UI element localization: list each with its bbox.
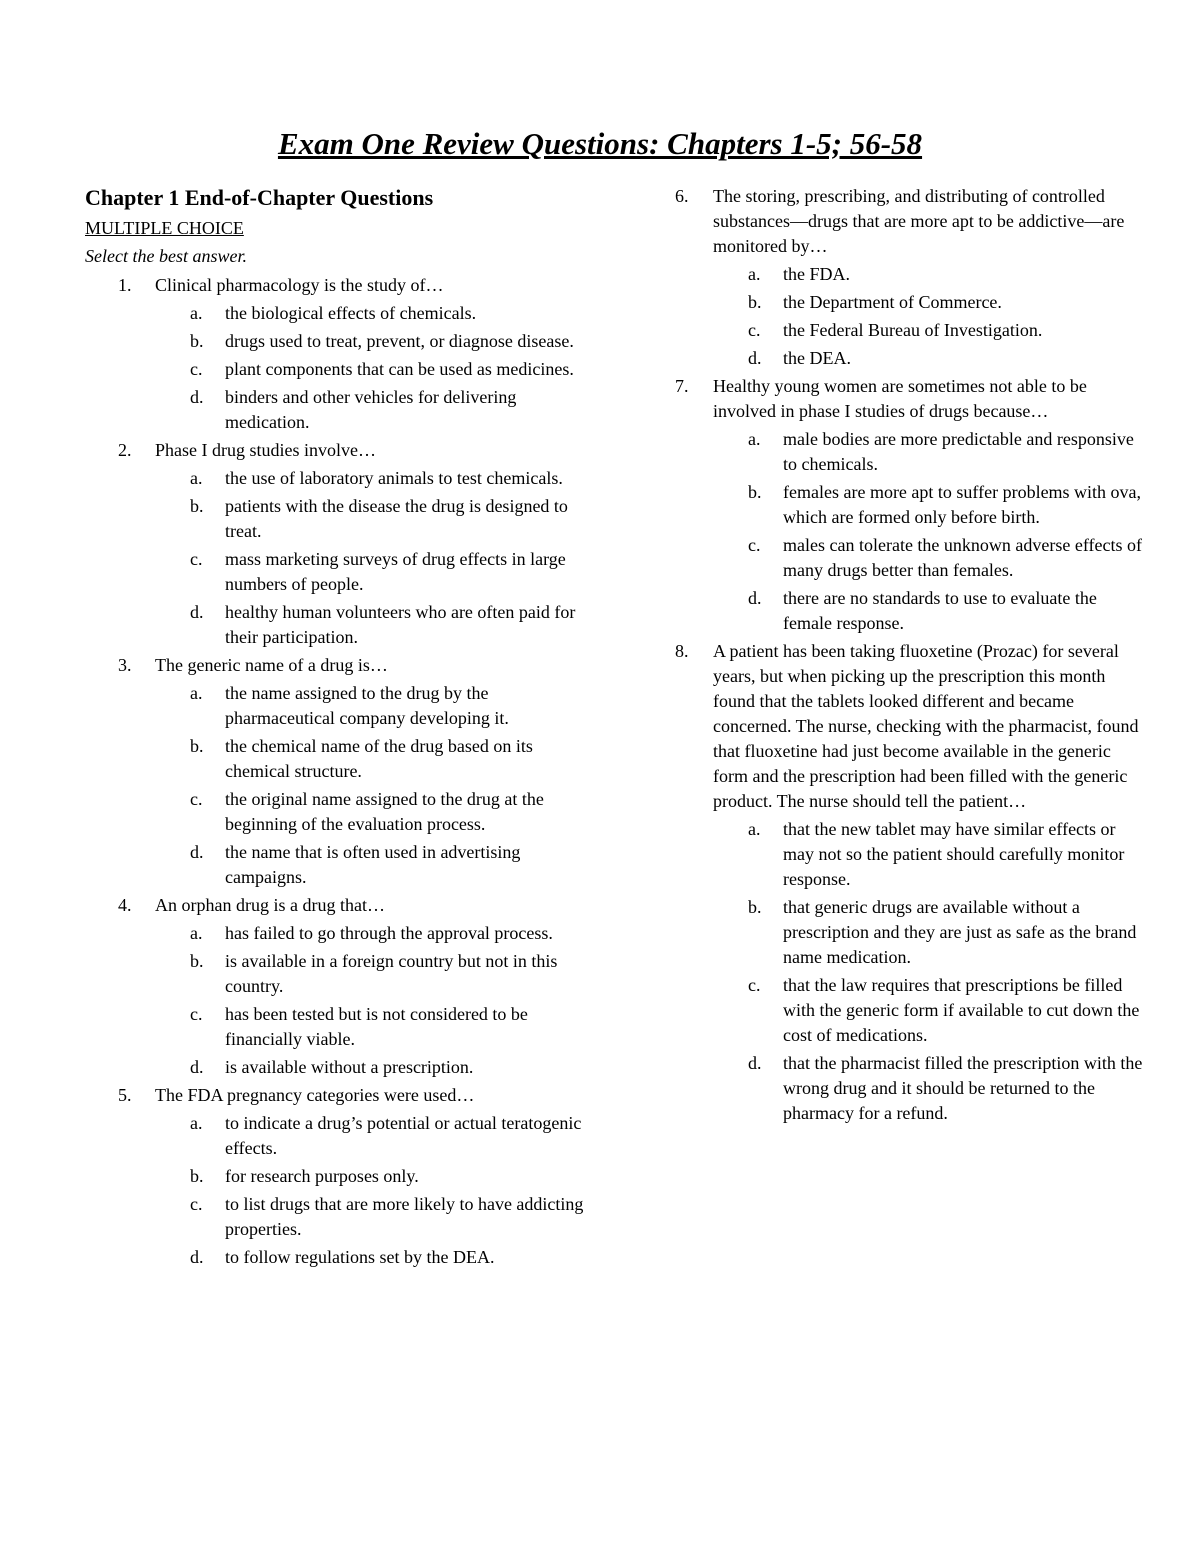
option-item — [675, 480, 1145, 530]
question-list-right — [675, 184, 1145, 1126]
option-text: to list drugs that are more likely to have addicting properties. — [225, 1194, 584, 1239]
option-letter: b. — [748, 897, 762, 917]
option-letter: d. — [190, 1247, 204, 1267]
option-text: the original name assigned to the drug at the beginning of the evaluation process. — [225, 789, 544, 834]
option-text: patients with the disease the drug is designed to treat. — [225, 496, 568, 541]
option-item — [85, 329, 585, 354]
question-text: Phase I drug studies involve… — [155, 440, 376, 460]
option-letter: b. — [190, 736, 204, 756]
option-list — [713, 427, 1145, 636]
option-letter: d. — [190, 387, 204, 407]
option-text: the name that is often used in advertising campaigns. — [225, 842, 521, 887]
option-item — [85, 1111, 585, 1161]
option-item — [85, 1055, 585, 1080]
option-item — [85, 466, 585, 491]
page-title: Exam One Review Questions: Chapters 1-5; 56-58 — [277, 126, 923, 161]
question-text: The storing, prescribing, and distributing of controlled substances—drugs that are more apt to be addictive—are monitored by… — [713, 186, 1125, 256]
option-list — [155, 1111, 585, 1270]
question-text: Healthy young women are sometimes not able to be involved in phase I studies of drugs because… — [713, 376, 1087, 421]
option-letter: d. — [748, 588, 762, 608]
option-letter: b. — [748, 292, 762, 312]
option-letter: a. — [190, 923, 203, 943]
section-label: MULTIPLE CHOICE — [85, 218, 244, 238]
option-letter: c. — [748, 975, 761, 995]
option-item — [675, 318, 1145, 343]
option-item — [85, 357, 585, 382]
option-list — [713, 262, 1145, 371]
question-number: 8. — [675, 641, 689, 661]
option-item — [675, 973, 1145, 1048]
option-text: that generic drugs are available without a prescription and they are just as safe as the brand name medication. — [783, 897, 1137, 967]
option-item — [85, 921, 585, 946]
option-item — [85, 840, 585, 890]
option-text: the chemical name of the drug based on its chemical structure. — [225, 736, 533, 781]
option-item — [675, 533, 1145, 583]
option-item — [85, 1002, 585, 1052]
question-text: A patient has been taking fluoxetine (Prozac) for several years, but when picking up the prescription this month found that the tablets looked different and became concerned. The nurse, checking with the pharmacist, found that fluoxetine had just become available in the generic form and the prescription had been filled with the generic product. The nurse should tell the patient… — [713, 641, 1139, 811]
option-letter: a. — [748, 819, 761, 839]
question-item — [85, 438, 585, 650]
option-text: is available in a foreign country but not in this country. — [225, 951, 558, 996]
option-letter: a. — [190, 468, 203, 488]
question-number: 7. — [675, 376, 689, 396]
chapter-heading: Chapter 1 End-of-Chapter Questions — [85, 185, 434, 210]
option-text: healthy human volunteers who are often paid for their participation. — [225, 602, 576, 647]
option-item — [85, 787, 585, 837]
option-text: that the new tablet may have similar effects or may not so the patient should carefully monitor response. — [783, 819, 1125, 889]
option-letter: d. — [748, 348, 762, 368]
option-text: is available without a prescription. — [225, 1057, 474, 1077]
option-letter: c. — [190, 359, 203, 379]
option-letter: b. — [190, 951, 204, 971]
option-text: plant components that can be used as medicines. — [225, 359, 574, 379]
option-text: the Department of Commerce. — [783, 292, 1002, 312]
option-item — [675, 895, 1145, 970]
question-number: 1. — [118, 275, 132, 295]
option-item — [675, 586, 1145, 636]
question-item — [85, 653, 585, 890]
question-number: 3. — [118, 655, 132, 675]
option-letter: a. — [190, 1113, 203, 1133]
option-letter: c. — [748, 320, 761, 340]
option-item — [85, 949, 585, 999]
option-letter: c. — [190, 789, 203, 809]
option-letter: a. — [748, 429, 761, 449]
option-letter: d. — [190, 602, 204, 622]
option-letter: c. — [190, 1194, 203, 1214]
option-text: drugs used to treat, prevent, or diagnose disease. — [225, 331, 574, 351]
option-item — [85, 734, 585, 784]
question-item — [675, 639, 1145, 1126]
option-item — [85, 547, 585, 597]
option-text: that the pharmacist filled the prescription with the wrong drug and it should be returned to the pharmacy for a refund. — [783, 1053, 1143, 1123]
option-text: the DEA. — [783, 348, 851, 368]
option-letter: c. — [748, 535, 761, 555]
question-text: The FDA pregnancy categories were used… — [155, 1085, 475, 1105]
option-text: has been tested but is not considered to be financially viable. — [225, 1004, 528, 1049]
option-list — [155, 301, 585, 435]
option-item — [675, 817, 1145, 892]
option-letter: b. — [190, 1166, 204, 1186]
option-item — [85, 1164, 585, 1189]
option-item — [85, 301, 585, 326]
question-item — [85, 893, 585, 1080]
option-list — [155, 921, 585, 1080]
option-letter: c. — [190, 549, 203, 569]
option-item — [85, 681, 585, 731]
option-item — [675, 427, 1145, 477]
option-item — [675, 290, 1145, 315]
instructions: Select the best answer. — [85, 246, 247, 266]
option-text: males can tolerate the unknown adverse effects of many drugs better than females. — [783, 535, 1143, 580]
option-text: the name assigned to the drug by the pharmaceutical company developing it. — [225, 683, 509, 728]
option-text: male bodies are more predictable and responsive to chemicals. — [783, 429, 1134, 474]
option-text: females are more apt to suffer problems with ova, which are formed only before birth. — [783, 482, 1142, 527]
question-item — [85, 273, 585, 435]
option-letter: b. — [748, 482, 762, 502]
question-item — [675, 374, 1145, 636]
option-text: has failed to go through the approval process. — [225, 923, 553, 943]
option-item — [85, 494, 585, 544]
option-item — [85, 1192, 585, 1242]
question-number: 5. — [118, 1085, 132, 1105]
option-letter: a. — [748, 264, 761, 284]
option-text: to follow regulations set by the DEA. — [225, 1247, 495, 1267]
option-letter: a. — [190, 683, 203, 703]
option-letter: d. — [190, 1057, 204, 1077]
option-letter: a. — [190, 303, 203, 323]
option-item — [675, 1051, 1145, 1126]
question-text: Clinical pharmacology is the study of… — [155, 275, 444, 295]
option-text: for research purposes only. — [225, 1166, 419, 1186]
option-letter: b. — [190, 331, 204, 351]
option-item — [85, 1245, 585, 1270]
option-letter: d. — [190, 842, 204, 862]
question-list-left — [85, 273, 585, 1270]
option-item — [85, 385, 585, 435]
question-text: The generic name of a drug is… — [155, 655, 388, 675]
option-letter: d. — [748, 1053, 762, 1073]
option-text: to indicate a drug’s potential or actual teratogenic effects. — [225, 1113, 582, 1158]
option-item — [85, 600, 585, 650]
question-text: An orphan drug is a drug that… — [155, 895, 385, 915]
option-text: mass marketing surveys of drug effects in large numbers of people. — [225, 549, 566, 594]
option-text: the FDA. — [783, 264, 850, 284]
option-text: the biological effects of chemicals. — [225, 303, 477, 323]
option-list — [155, 466, 585, 650]
option-text: binders and other vehicles for delivering medication. — [225, 387, 517, 432]
question-number: 4. — [118, 895, 132, 915]
option-letter: c. — [190, 1004, 203, 1024]
right-column — [675, 180, 1145, 1126]
question-number: 2. — [118, 440, 132, 460]
option-text: the use of laboratory animals to test chemicals. — [225, 468, 563, 488]
option-list — [155, 681, 585, 890]
option-text: there are no standards to use to evaluate the female response. — [783, 588, 1097, 633]
option-letter: b. — [190, 496, 204, 516]
question-item — [675, 184, 1145, 371]
question-item — [85, 1083, 585, 1270]
option-text: that the law requires that prescriptions be filled with the generic form if available to cut down the cost of medications. — [783, 975, 1140, 1045]
question-number: 6. — [675, 186, 689, 206]
option-text: the Federal Bureau of Investigation. — [783, 320, 1043, 340]
left-column — [85, 183, 585, 1270]
option-item — [675, 262, 1145, 287]
option-item — [675, 346, 1145, 371]
option-list — [713, 817, 1145, 1126]
